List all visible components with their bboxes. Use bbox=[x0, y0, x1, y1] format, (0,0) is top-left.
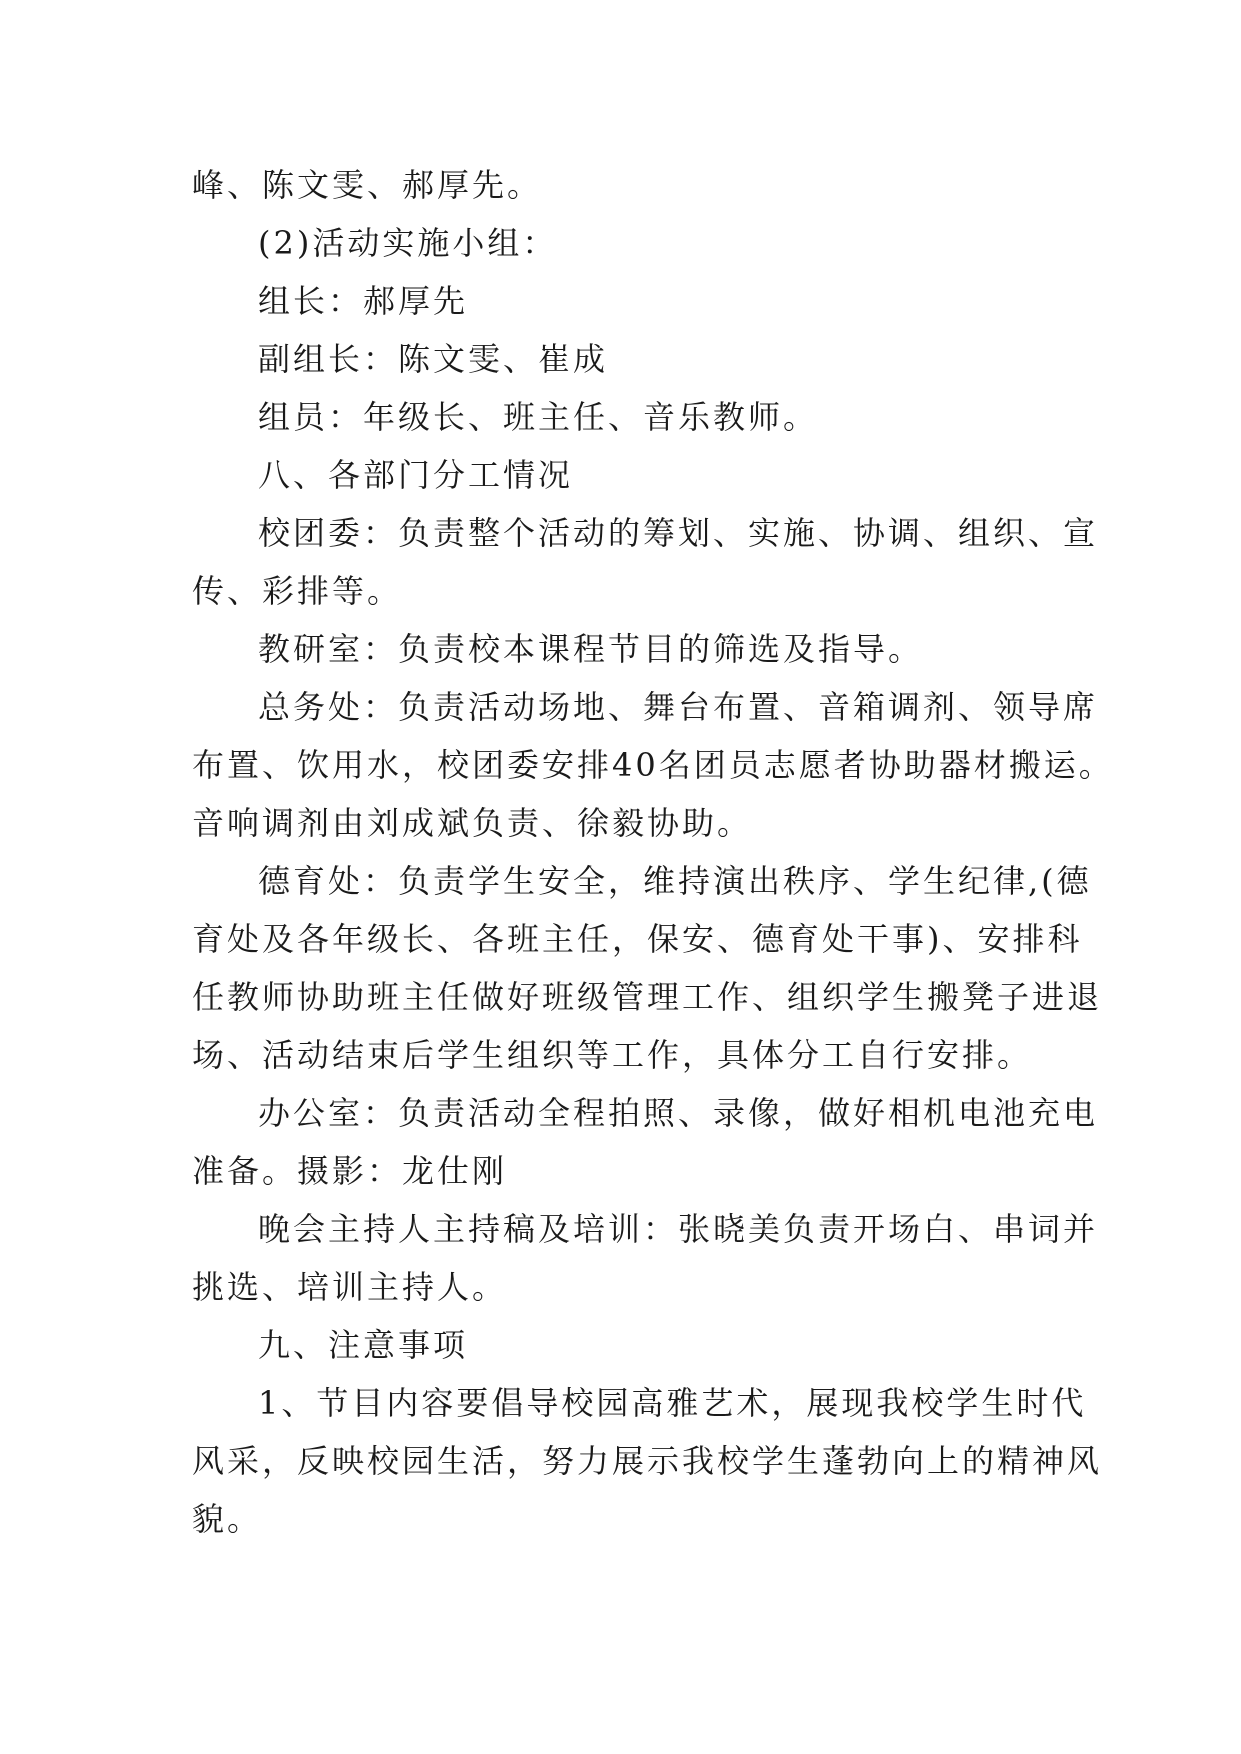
text-line: 场、活动结束后学生组织等工作，具体分工自行安排。 bbox=[192, 1036, 1033, 1074]
text-line: 任教师协助班主任做好班级管理工作、组织学生搬凳子进退 bbox=[192, 978, 1103, 1016]
document-body bbox=[192, 156, 1114, 1548]
text-line: 1、节目内容要倡导校园高雅艺术，展现我校学生时代 bbox=[258, 1384, 1087, 1422]
text-line: 组员：年级长、班主任、音乐教师。 bbox=[258, 398, 819, 436]
text-line: 办公室：负责活动全程拍照、录像，做好相机电池充电 bbox=[258, 1094, 1099, 1132]
text-line: 组长：郝厚先 bbox=[258, 282, 469, 320]
text-line: 音响调剂由刘成斌负责、徐毅协助。 bbox=[192, 804, 753, 842]
text-line: 育处及各年级长、各班主任，保安、德育处干事)、安排科 bbox=[192, 920, 1083, 958]
text-line: 准备。摄影：龙仕刚 bbox=[192, 1152, 508, 1190]
text-line: 布置、饮用水，校团委安排40名团员志愿者协助器材搬运。 bbox=[192, 746, 1114, 784]
text-line: 挑选、培训主持人。 bbox=[192, 1268, 508, 1306]
text-line: 传、彩排等。 bbox=[192, 572, 403, 610]
text-line: 校团委：负责整个活动的筹划、实施、协调、组织、宣 bbox=[258, 514, 1099, 552]
text-line: 副组长：陈文雯、崔成 bbox=[258, 340, 609, 378]
text-line: 德育处：负责学生安全，维持演出秩序、学生纪律,(德 bbox=[258, 862, 1092, 900]
text-line: 教研室：负责校本课程节目的筛选及指导。 bbox=[258, 630, 924, 668]
text-line: 风采，反映校园生活，努力展示我校学生蓬勃向上的精神风 bbox=[192, 1442, 1103, 1480]
text-line: 峰、陈文雯、郝厚先。 bbox=[192, 166, 543, 204]
text-line: 总务处：负责活动场地、舞台布置、音箱调剂、领导席 bbox=[258, 688, 1099, 726]
text-line: 貌。 bbox=[192, 1500, 263, 1538]
text-line: (2)活动实施小组： bbox=[258, 224, 558, 262]
section-heading: 八、各部门分工情况 bbox=[258, 456, 574, 494]
text-line: 晚会主持人主持稿及培训：张晓美负责开场白、串词并 bbox=[258, 1210, 1099, 1248]
section-heading: 九、注意事项 bbox=[258, 1326, 469, 1364]
